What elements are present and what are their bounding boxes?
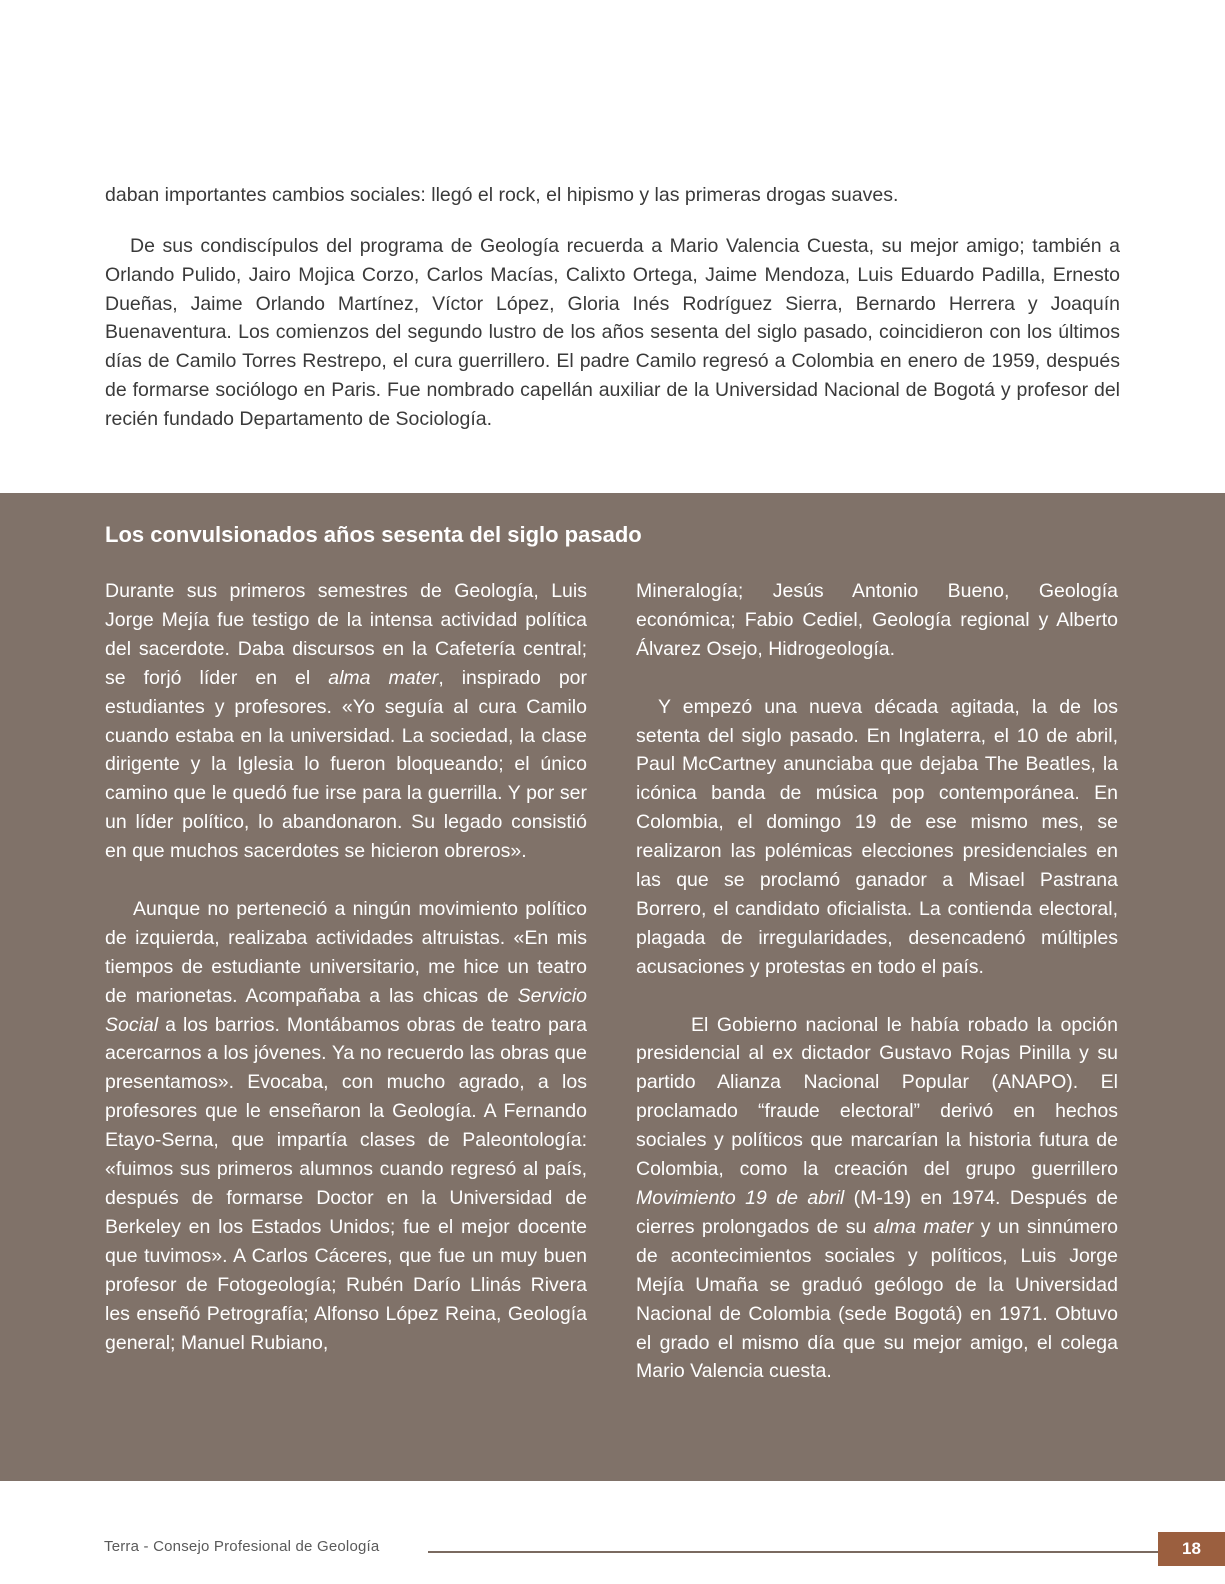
left-paragraph-2: Aunque no perteneció a ningún movimiento político de izquierda, realizaba actividades altruistas. «En mis tiempos de estudiante universitario, me hice un teatro de marionetas. Acompañaba a las chicas de Servicio Social a los barrios. Montábamos obras de teatro para acercarnos a los jóvenes. Ya no recuerdo las obras que presentamos». Evocaba, con mucho agrado, a los profesores que le enseñaron la Geología. A Fernando Etayo-Serna, que impartía clases de Paleontología: «fuimos sus primeros alumnos cuando regresó al país, después de formarse Doctor en la Universidad de Berkeley en los Estados Unidos; fue el mejor docente que tuvimos». A Carlos Cáceres, que fue un muy buen profesor de Fotogeología; Rubén Darío Llinás Rivera les enseñó Petrografía; Alfonso López Reina, Geología general; Manuel Rubiano, xyxy=(105,897,587,1354)
right-column xyxy=(636,577,1118,1386)
right-paragraph-1: Mineralogía; Jesús Antonio Bueno, Geología económica; Fabio Cediel, Geología regional y Alberto Álvarez Osejo, Hidrogeología. xyxy=(636,580,1118,660)
page-number: 18 xyxy=(1158,1532,1225,1566)
right-paragraph-2: Y empezó una nueva década agitada, la de los setenta del siglo pasado. En Inglaterra, el 10 de abril, Paul McCartney anunciaba que dejaba The Beatles, la icónica banda de música pop contemporánea. En Colombia, el domingo 19 de ese mismo mes, se realizaron las polémicas elecciones presidenciales en las que se proclamó ganador a Misael Pastrana Borrero, el candidato oficialista. La contienda electoral, plagada de irregularidades, desencadenó múltiples acusaciones y protestas en todo el país. xyxy=(636,695,1118,978)
left-column xyxy=(105,577,587,1386)
section-heading: Los convulsionados años sesenta del siglo pasado xyxy=(105,522,642,547)
left-paragraph-1: Durante sus primeros semestres de Geología, Luis Jorge Mejía fue testigo de la intensa actividad política del sacerdote. Daba discursos en la Cafetería central; se forjó líder en el alma mater, inspirado por estudiantes y profesores. «Yo seguía al cura Camilo cuando estaba en la universidad. La sociedad, la clase dirigente y la Iglesia lo fueron bloqueando; el único camino que le quedó fue irse para la guerrilla. Y por ser un líder político, lo abandonaron. Su legado consistió en que muchos sacerdotes se hicieron obreros». xyxy=(105,580,587,863)
footer-publication: Terra - Consejo Profesional de Geología xyxy=(104,1538,380,1555)
intro-paragraph: De sus condiscípulos del programa de Geología recuerda a Mario Valencia Cuesta, su mejor amigo; también a Orlando Pulido, Jairo Mojica Corzo, Carlos Macías, Calixto Ortega, Jaime Mendoza, Luis Eduardo Padilla, Ernesto Dueñas, Jaime Orlando Martínez, Víctor López, Gloria Inés Rodríguez Sierra, Bernardo Herrera y Joaquín Buenaventura. Los comienzos del segundo lustro de los años sesenta del siglo pasado, coincidieron con los últimos días de Camilo Torres Restrepo, el cura guerrillero. El padre Camilo regresó a Colombia en enero de 1959, después de formarse sociólogo en Paris. Fue nombrado capellán auxiliar de la Universidad Nacional de Bogotá y profesor del recién fundado Departamento de Sociología. xyxy=(105,235,1120,430)
right-paragraph-3: El Gobierno nacional le había robado la opción presidencial al ex dictador Gustavo Rojas Pinilla y su partido Alianza Nacional Popular (ANAPO). El proclamado “fraude electoral” derivó en hechos sociales y políticos que marcarían la historia futura de Colombia, como la creación del grupo guerrillero Movimiento 19 de abril (M-19) en 1974. Después de cierres prolongados de su alma mater y un sinnúmero de acontecimientos sociales y políticos, Luis Jorge Mejía Umaña se graduó geólogo de la Universidad Nacional de Colombia (sede Bogotá) en 1971. Obtuvo el grado el mismo día que su mejor amigo, el colega Mario Valencia cuesta. xyxy=(636,1013,1118,1383)
intro-paragraph-continued: daban importantes cambios sociales: llegó el rock, el hipismo y las primeras drogas suaves. xyxy=(105,184,899,206)
footer-rule xyxy=(428,1551,1158,1553)
